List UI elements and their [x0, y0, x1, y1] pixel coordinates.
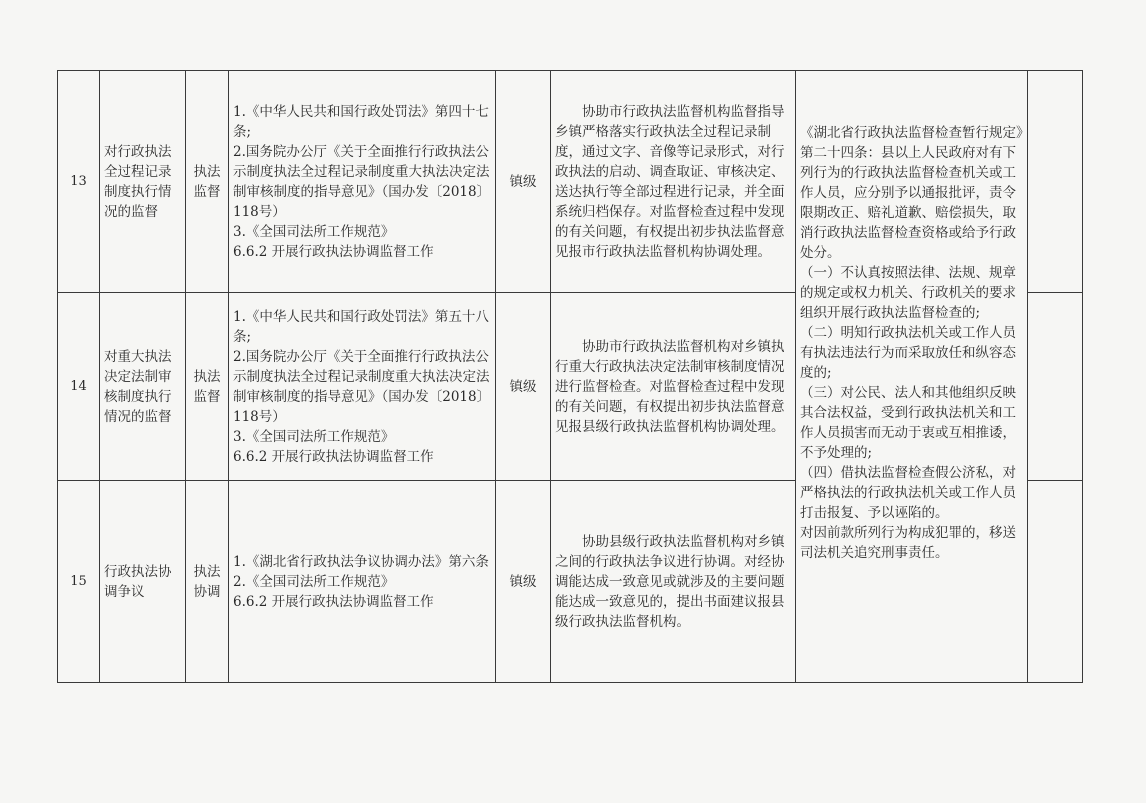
admin-level: 镇级 — [496, 71, 551, 293]
duty-text: 协助市行政执法监督机构监督指导乡镇严格落实行政执法全过程记录制度，通过文字、音像等记录形式，对行政执法的启动、调查取证、审核决定、送达执行等全部过程进行记录，并全面系统归档保存。对监督检查过程中发现的有关问题，有权提出初步执法监督意见报市行政执法监督机构协调处理。 — [555, 103, 785, 260]
basis-line: 2.国务院办公厅《关于全面推行行政执法公示制度执法全过程记录制度重大执法决定法制审核制度的指导意见》（国办发〔2018〕118号） — [233, 143, 491, 220]
responsibility-item: （二）明知行政执法机关或工作人员有执法违法行为而采取放任和纵容态度的; — [800, 325, 1016, 381]
admin-level: 镇级 — [496, 293, 551, 481]
basis-line: 1.《中华人民共和国行政处罚法》第五十八条; — [233, 308, 489, 345]
basis-line: 2.《全国司法所工作规范》 — [233, 573, 395, 590]
responsibility-cell — [796, 71, 1028, 683]
basis-line: 1.《中华人民共和国行政处罚法》第四十七条; — [233, 103, 489, 140]
item-type: 执法协调 — [186, 481, 229, 683]
legal-basis — [229, 481, 496, 683]
item-type: 执法监督 — [186, 293, 229, 481]
basis-line: 6.6.2 开展行政执法协调监督工作 — [233, 243, 434, 260]
duty-text: 协助县级行政执法监督机构对乡镇之间的行政执法争议进行协调。对经协调能达成一致意见或就涉及的主要问题能达成一致意见的，提出书面建议报县级行政执法监督机构。 — [555, 533, 785, 630]
duty-content — [551, 481, 796, 683]
basis-line: 3.《全国司法所工作规范》 — [233, 223, 395, 240]
responsibility-paragraph: 《湖北省行政执法监督检查暂行规定》第二十四条：县以上人民政府对有下列行为的行政执法监督检查机关或工作人员，应分别予以通报批评，责令限期改正、赔礼道歉、赔偿损失，取消行政执法监督检查资格或给予行政处分。 — [800, 125, 1023, 261]
blank-cell — [1028, 293, 1083, 481]
admin-level: 镇级 — [496, 481, 551, 683]
row-number: 14 — [58, 293, 100, 481]
responsibility-item: （四）借执法监督检查假公济私，对严格执法的行政执法机关或工作人员打击报复、予以诬陷的。 — [800, 465, 1016, 521]
duty-text: 协助市行政执法监督机构对乡镇执行重大行政执法决定法制审核制度情况进行监督检查。对监督检查过程中发现的有关问题，有权提出初步执法监督意见报县级行政执法监督机构协调处理。 — [555, 338, 785, 435]
basis-line: 2.国务院办公厅《关于全面推行行政执法公示制度执法全过程记录制度重大执法决定法制审核制度的指导意见》（国办发〔2018〕118号） — [233, 348, 491, 425]
basis-line: 3.《全国司法所工作规范》 — [233, 428, 395, 445]
basis-line: 6.6.2 开展行政执法协调监督工作 — [233, 448, 434, 465]
legal-basis — [229, 293, 496, 481]
blank-cell — [1028, 481, 1083, 683]
duty-content — [551, 293, 796, 481]
legal-basis — [229, 71, 496, 293]
duty-content — [551, 71, 796, 293]
item-name: 对重大执法决定法制审核制度执行情况的监督 — [100, 293, 186, 481]
basis-line: 1.《湖北省行政执法争议协调办法》第六条 — [233, 553, 489, 570]
responsibility-item: （一）不认真按照法律、法规、规章的规定或权力机关、行政机关的要求组织开展行政执法监督检查的; — [800, 265, 1016, 321]
table-row — [58, 71, 1083, 293]
duty-table — [57, 70, 1083, 683]
row-number: 15 — [58, 481, 100, 683]
responsibility-item: 对因前款所列行为构成犯罪的，移送司法机关追究刑事责任。 — [800, 525, 1016, 561]
basis-line: 6.6.2 开展行政执法协调监督工作 — [233, 593, 434, 610]
row-number: 13 — [58, 71, 100, 293]
item-name: 对行政执法全过程记录制度执行情况的监督 — [100, 71, 186, 293]
blank-cell — [1028, 71, 1083, 293]
item-name: 行政执法协调争议 — [100, 481, 186, 683]
responsibility-item: （三）对公民、法人和其他组织反映其合法权益，受到行政执法机关和工作人员损害而无动于衷或互相推诿，不予处理的; — [800, 385, 1016, 461]
item-type: 执法监督 — [186, 71, 229, 293]
